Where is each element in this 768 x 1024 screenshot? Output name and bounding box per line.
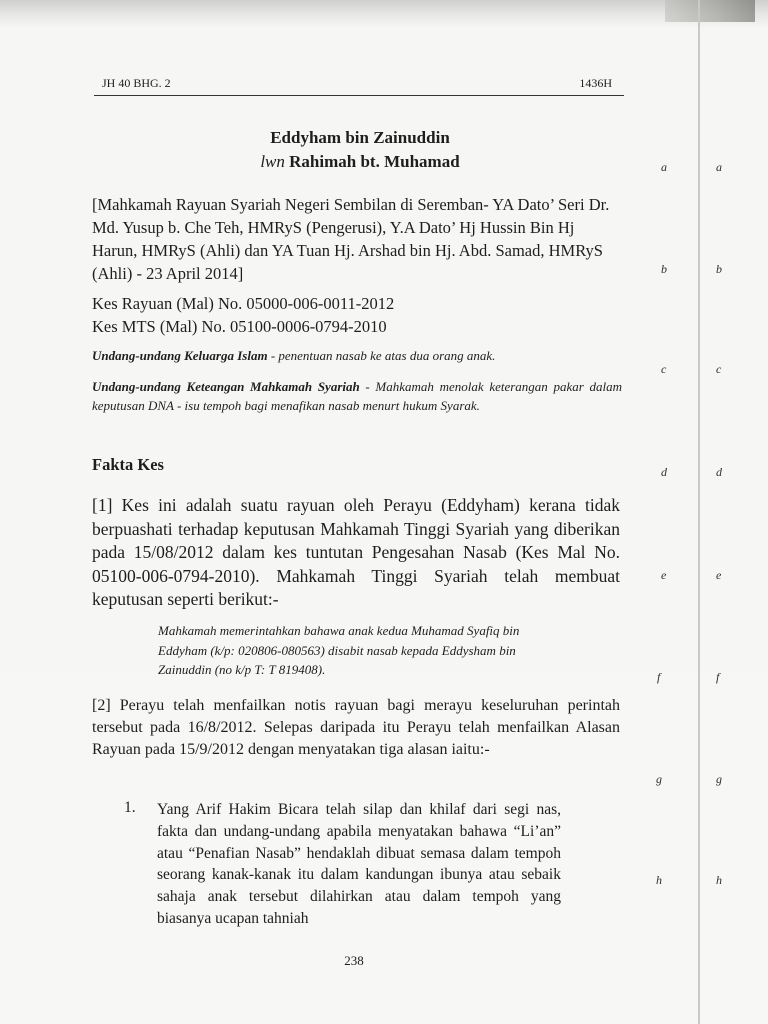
court-info: [Mahkamah Rayuan Syariah Negeri Sembilan di Seremban- YA Dato’ Seri Dr. Md. Yusup b. Che Teh, HMRyS (Pengerusi), Y.A Dato’ Hj Hussin Bin Hj Harun, HMRyS (Ahli) dan YA Tuan Hj. Arshad bin Hj. Abd. Samad, HMRyS (Ahli) - 23 April 2014] bbox=[92, 195, 610, 283]
catchword-2-subject: Undang-undang Keteangan Mahkamah Syariah bbox=[92, 379, 360, 394]
running-header bbox=[94, 76, 624, 96]
margin-letter-f-outer: f bbox=[716, 670, 720, 684]
margin-letter-g-outer: g bbox=[716, 772, 722, 786]
margin-letter-a-inner: a bbox=[661, 160, 667, 174]
catchword-2-text: - Mahkamah menolak keterangan pakar dalam keputusan DNA - isu tempoh bagi menafikan nasab menurt hukum Syarak. bbox=[92, 379, 622, 413]
header-journal-ref: JH 40 BHG. 2 bbox=[102, 76, 171, 90]
margin-letter-e-outer: e bbox=[716, 568, 722, 582]
catchword-1-subject: Undang-undang Keluarga Islam bbox=[92, 348, 268, 363]
case-title bbox=[100, 126, 620, 174]
list-item-number: 1. bbox=[124, 799, 136, 816]
case-numbers bbox=[92, 292, 622, 338]
margin-letter-e-inner: e bbox=[661, 568, 667, 582]
catchword-1 bbox=[92, 346, 622, 365]
margin-letter-h-inner: h bbox=[656, 873, 662, 887]
paragraph-1: [1] Kes ini adalah suatu rayuan oleh Perayu (Eddyham) kerana tidak berpuashati terhadap keputusan Mahkamah Tinggi Syariah yang diberikan pada 15/08/2012 dalam kes tuntutan Pengesahan Nasab (Kes Mal No. 05100-006-0794-2010). Mahkamah Tinggi Syariah telah membuat keputusan seperti berikut:- bbox=[92, 495, 620, 609]
case-title-respondent: Rahimah bt. Muhamad bbox=[284, 152, 460, 171]
margin-letter-c-inner: c bbox=[661, 362, 667, 376]
catchword-2 bbox=[92, 377, 622, 415]
margin-letter-b-inner: b bbox=[661, 262, 667, 276]
margin-letter-f-inner: f bbox=[657, 670, 661, 684]
header-year: 1436H bbox=[579, 76, 612, 90]
court-order-quote: Mahkamah memerintahkan bahawa anak kedua Muhamad Syafiq bin Eddyham (k/p: 020806-080563) disabit nasab kepada Eddysham bin Zainuddin (no k/p T: T 819408). bbox=[158, 623, 520, 677]
case-number-appeal: Kes Rayuan (Mal) No. 05000-006-0011-2012 bbox=[92, 294, 395, 313]
case-title-line2 bbox=[100, 150, 620, 174]
page-number: 238 bbox=[344, 953, 364, 968]
margin-rule bbox=[698, 0, 700, 1024]
margin-letter-g-inner: g bbox=[656, 772, 662, 786]
catchword-1-text: - penentuan nasab ke atas dua orang anak. bbox=[267, 348, 496, 363]
paragraph-2: [2] Perayu telah menfailkan notis rayuan bagi merayu keseluruhan perintah tersebut pada 16/8/2012. Selepas daripada itu Perayu telah menfailkan Alasan Rayuan pada 15/9/2012 dengan menyatakan tiga alasan iaitu:- bbox=[92, 697, 620, 758]
margin-letter-b-outer: b bbox=[716, 262, 722, 276]
case-number-mts: Kes MTS (Mal) No. 05100-0006-0794-2010 bbox=[92, 317, 387, 336]
margin-letter-d-outer: d bbox=[716, 465, 722, 479]
case-title-line1: Eddyham bin Zainuddin bbox=[270, 128, 450, 147]
margin-letter-a-outer: a bbox=[716, 160, 722, 174]
margin-letter-c-outer: c bbox=[716, 362, 722, 376]
header-rule bbox=[94, 95, 624, 96]
case-title-lwn: lwn bbox=[260, 152, 285, 171]
margin-letter-d-inner: d bbox=[661, 465, 667, 479]
section-heading: Fakta Kes bbox=[92, 455, 164, 474]
list-item-text: Yang Arif Hakim Bicara telah silap dan khilaf dari segi nas, fakta dan undang-undang apabila menyatakan bahawa “Li’an” atau “Penafian Nasab” hendaklah dibuat semasa dalam tempoh seorang kanak-kanak itu dalam kandungan ibunya atau sebaik sahaja anak tersebut dilahirkan atau dalam tempoh yang biasanya ucapan tahniah bbox=[157, 801, 561, 927]
scan-edge-mark bbox=[665, 0, 755, 22]
margin-letter-h-outer: h bbox=[716, 873, 722, 887]
